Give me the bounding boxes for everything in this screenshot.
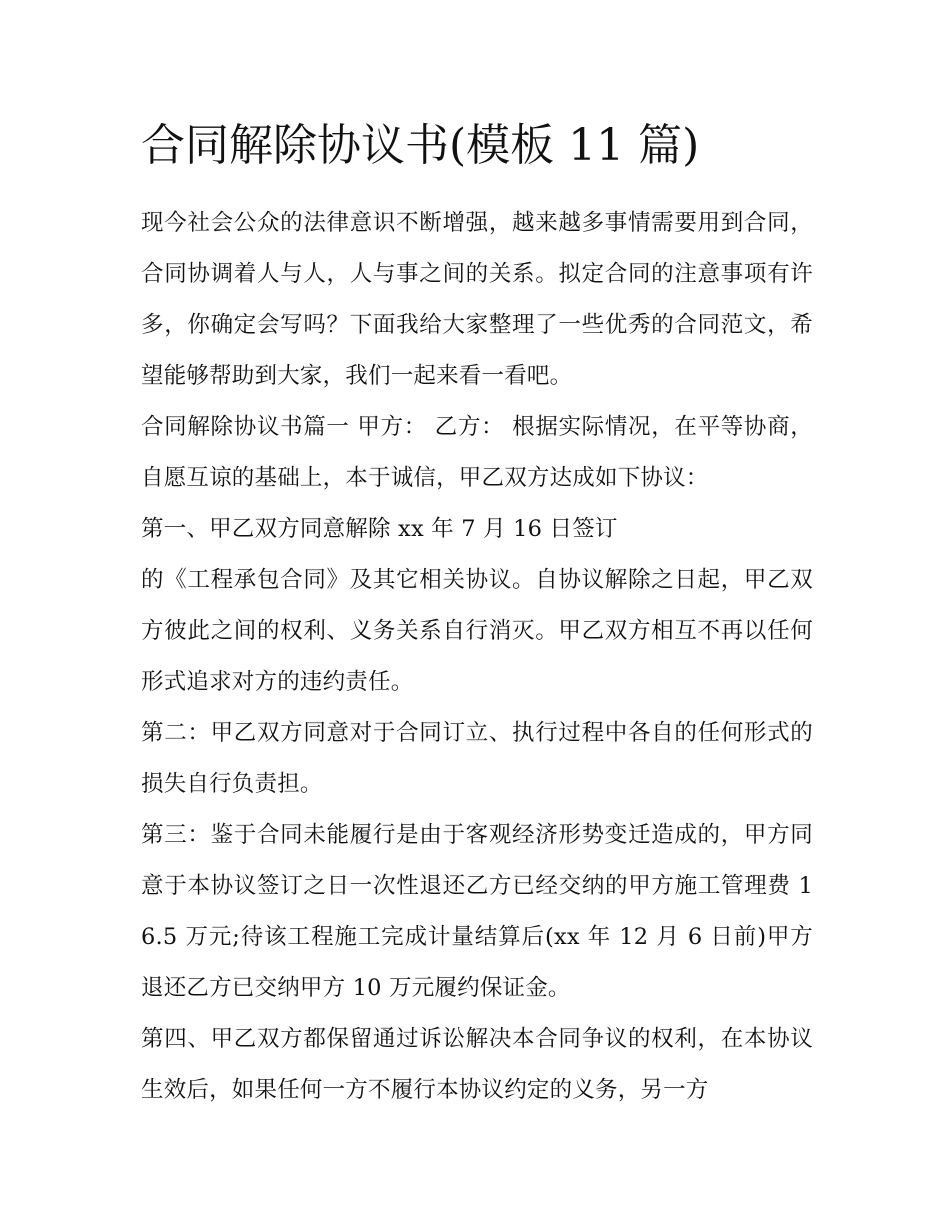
paragraph-clause-1-a: 第一、甲乙双方同意解除 xx 年 7 月 16 日签订 xyxy=(141,516,618,542)
paragraph-intro: 现今社会公众的法律意识不断增强，越来越多事情需要用到合同，合同协调着人与人，人与事之间的关系。拟定合同的注意事项有许多，你确定会写吗？下面我给大家整理了一些优秀的合同范文，希望能够帮助到大家，我们一起来看一看吧。 xyxy=(141,210,813,389)
paragraph-preamble: 合同解除协议书篇一 甲方： 乙方： 根据实际情况，在平等协商，自愿互谅的基础上，本于诚信，甲乙双方达成如下协议： xyxy=(141,414,813,491)
document-body xyxy=(141,198,813,1116)
paragraph-clause-2: 第二：甲乙双方同意对于合同订立、执行过程中各自的任何形式的损失自行负责担。 xyxy=(141,720,813,797)
document-title: 合同解除协议书(模板 11 篇) xyxy=(141,120,700,171)
paragraph-clause-3: 第三：鉴于合同未能履行是由于客观经济形势变迁造成的，甲方同意于本协议签订之日一次性退还乙方已经交纳的甲方施工管理费 16.5 万元;待该工程施工完成计量结算后(xx 年 12 月 6 日前)甲方退还乙方已交纳甲方 10 万元履约保证金。 xyxy=(141,822,813,1001)
paragraph-clause-4: 第四、甲乙双方都保留通过诉讼解决本合同争议的权利，在本协议生效后，如果任何一方不履行本协议约定的义务，另一方 xyxy=(141,1026,813,1103)
paragraph-clause-1-b: 的《工程承包合同》及其它相关协议。自协议解除之日起，甲乙双方彼此之间的权利、义务关系自行消灭。甲乙双方相互不再以任何形式追求对方的违约责任。 xyxy=(141,567,813,695)
